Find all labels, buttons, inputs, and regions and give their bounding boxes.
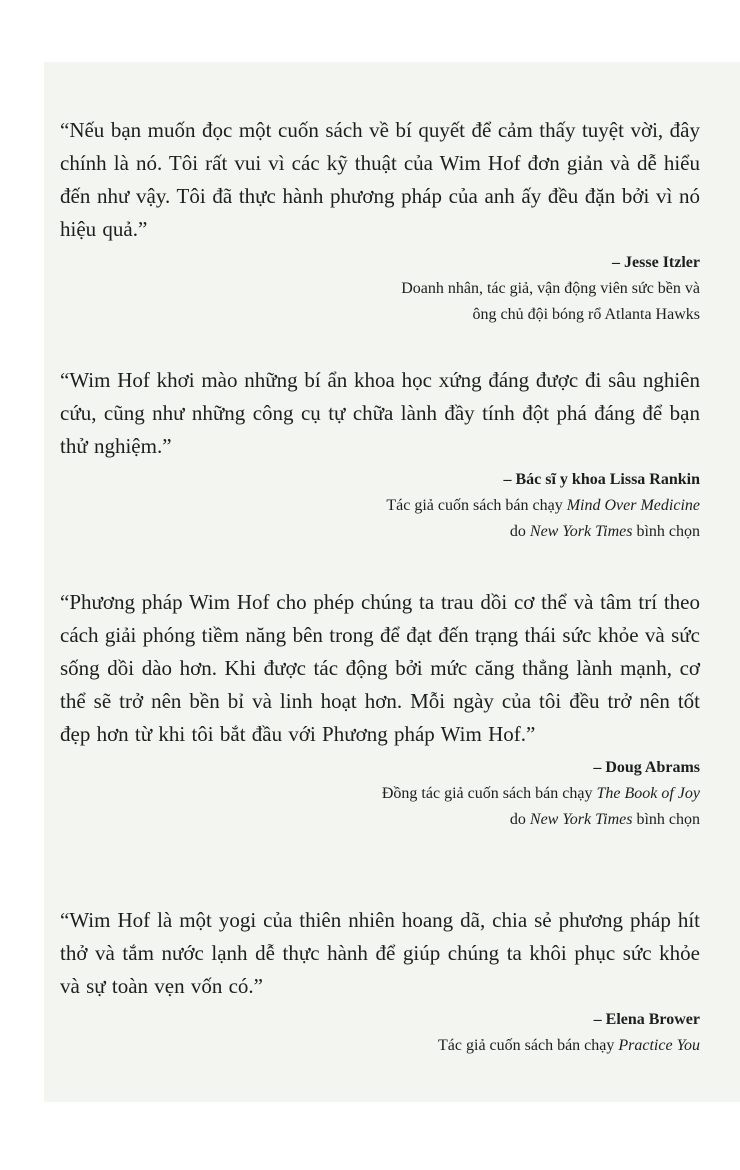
desc-prefix: Tác giả cuốn sách bán chạy xyxy=(386,497,567,514)
author-desc-line-2: ông chủ đội bóng rổ Atlanta Hawks xyxy=(472,306,700,323)
author-desc-line-1 xyxy=(60,493,700,519)
desc-suffix: bình chọn xyxy=(632,523,700,540)
book-page xyxy=(44,62,740,1102)
testimonial-1 xyxy=(60,114,700,328)
publication-name: New York Times xyxy=(529,523,633,540)
desc-prefix: Đồng tác giả cuốn sách bán chạy xyxy=(381,785,597,802)
author-desc-line-1 xyxy=(60,781,700,807)
testimonial-2 xyxy=(60,364,700,545)
attribution xyxy=(60,467,700,545)
book-title: The Book of Joy xyxy=(596,785,700,802)
book-title: Mind Over Medicine xyxy=(566,497,700,514)
author-desc-line-2 xyxy=(60,807,700,833)
book-title: Practice You xyxy=(618,1037,700,1054)
testimonial-3 xyxy=(60,586,700,833)
attribution xyxy=(60,250,700,328)
author-name: – Elena Brower xyxy=(593,1011,700,1028)
attribution xyxy=(60,755,700,833)
author-name: – Doug Abrams xyxy=(593,759,700,776)
testimonial-4 xyxy=(60,904,700,1059)
desc-prefix: Tác giả cuốn sách bán chạy xyxy=(438,1037,619,1054)
quote-text: “Phương pháp Wim Hof cho phép chúng ta trau dồi cơ thể và tâm trí theo cách giải phóng tiềm năng bên trong để đạt đến trạng thái sức khỏe và sức sống dồi dào hơn. Khi được tác động bởi mức căng thẳng lành mạnh, cơ thể sẽ trở nên bền bỉ và linh hoạt hơn. Mỗi ngày của tôi đều trở nên tốt đẹp hơn từ khi tôi bắt đầu với Phương pháp Wim Hof.” xyxy=(60,590,700,746)
desc-prefix: do xyxy=(509,811,530,828)
publication-name: New York Times xyxy=(529,811,633,828)
author-desc-line-1 xyxy=(60,1033,700,1059)
quote-text: “Nếu bạn muốn đọc một cuốn sách về bí quyết để cảm thấy tuyệt vời, đây chính là nó. Tôi rất vui vì các kỹ thuật của Wim Hof đơn giản và dễ hiểu đến như vậy. Tôi đã thực hành phương pháp của anh ấy đều đặn bởi vì nó hiệu quả.” xyxy=(60,118,700,241)
desc-prefix: do xyxy=(509,523,530,540)
quote-text: “Wim Hof khơi mào những bí ẩn khoa học xứng đáng được đi sâu nghiên cứu, cũng như những công cụ tự chữa lành đầy tính đột phá đáng để bạn thử nghiệm.” xyxy=(60,368,700,458)
author-desc-line-2 xyxy=(60,519,700,545)
desc-suffix: bình chọn xyxy=(632,811,700,828)
author-name: – Bác sĩ y khoa Lissa Rankin xyxy=(503,471,700,488)
author-name: – Jesse Itzler xyxy=(612,254,700,271)
attribution xyxy=(60,1007,700,1059)
quote-text: “Wim Hof là một yogi của thiên nhiên hoang dã, chia sẻ phương pháp hít thở và tắm nước lạnh dễ thực hành để giúp chúng ta khôi phục sức khỏe và sự toàn vẹn vốn có.” xyxy=(60,908,700,998)
author-desc-line-1: Doanh nhân, tác giả, vận động viên sức bền và xyxy=(401,280,700,297)
